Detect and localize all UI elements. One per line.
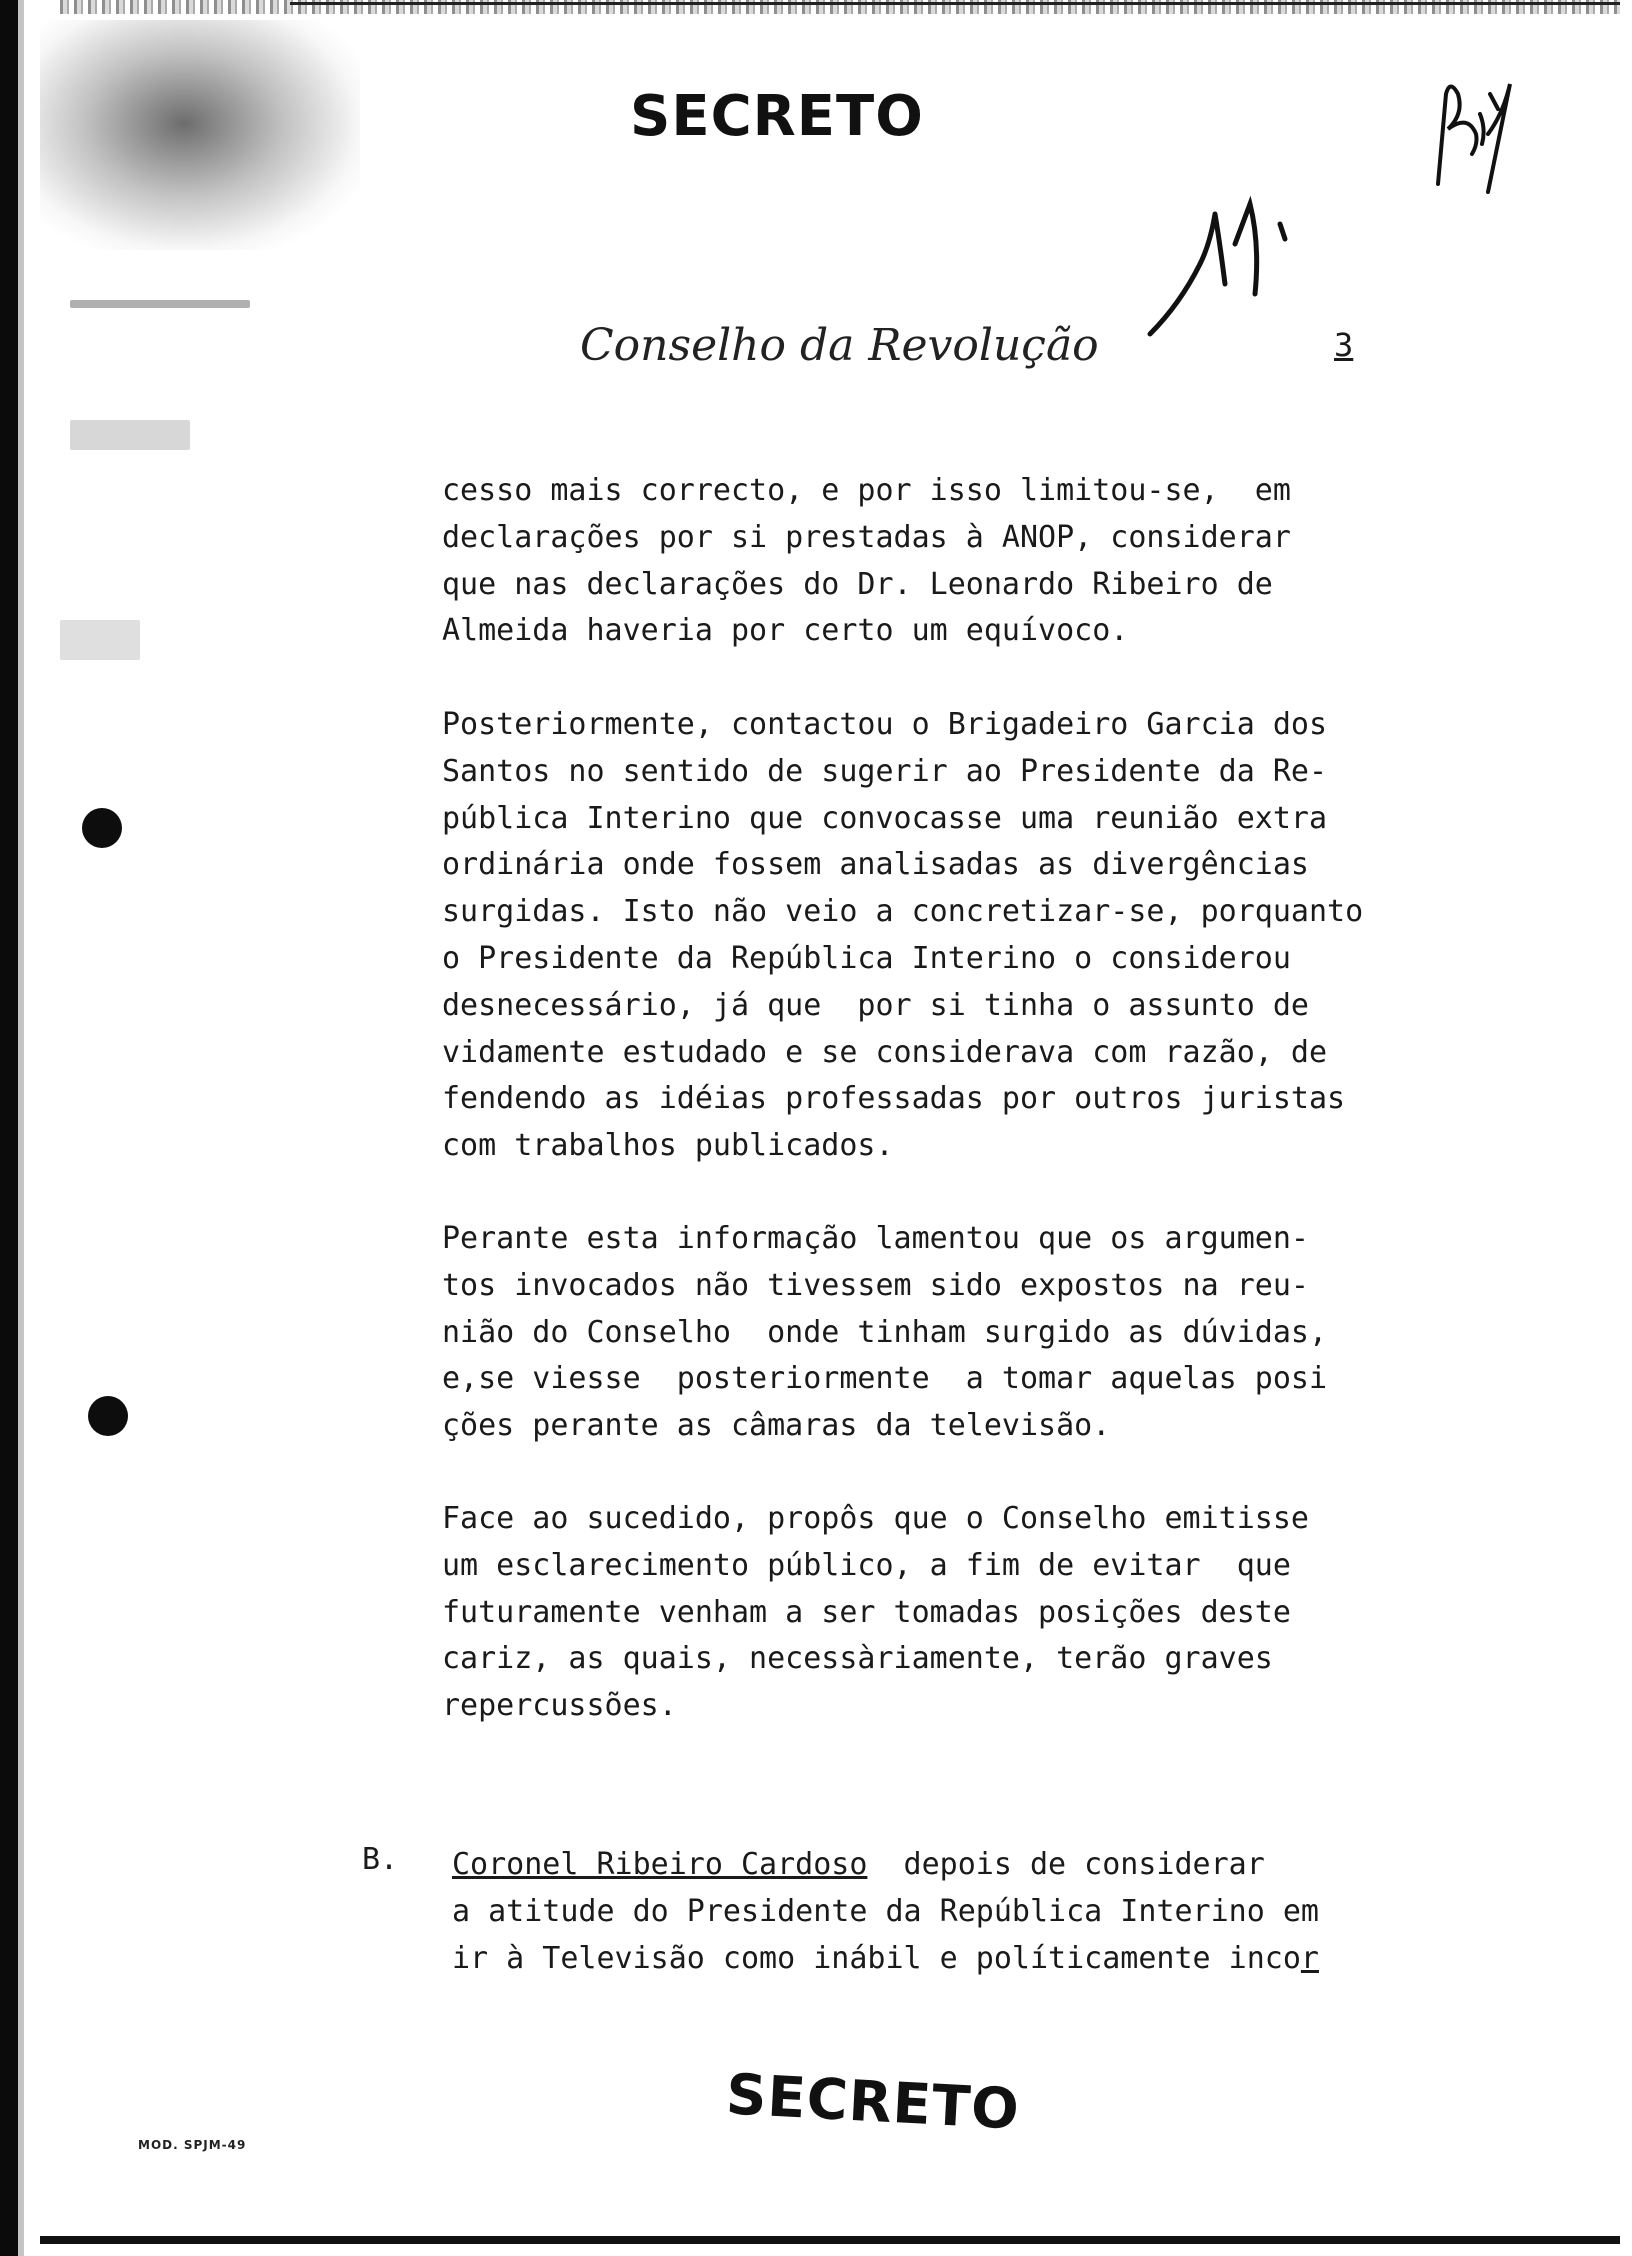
section-b-paragraph [452, 1842, 1352, 1982]
text-line: futuramente venham a ser tomadas posições deste [442, 1594, 1291, 1630]
handwritten-mark [1140, 184, 1320, 344]
section-marker: B. [362, 1842, 399, 1877]
classification-stamp-top: SECRETO [630, 84, 924, 149]
text-line: pública Interino que convocasse uma reunião extra [442, 800, 1328, 836]
scan-smudge [40, 20, 360, 250]
form-code: MOD. SPJM-49 [138, 2138, 247, 2152]
text-fragment: depois de considerar [867, 1847, 1265, 1882]
text-line: Posteriormente, contactou o Brigadeiro Garcia dos [442, 707, 1328, 742]
text-line: que nas declarações do Dr. Leonardo Ribeiro de [442, 566, 1273, 602]
text-line: surgidas. Isto não veio a concretizar-se, porquanto [442, 894, 1364, 930]
text-line: Perante esta informação lamentou que os argumen- [442, 1221, 1309, 1256]
scan-speckle [70, 420, 190, 450]
text-fragment: ir à Televisão como inábil e políticamente inco [452, 1940, 1301, 1976]
handwritten-initials [1428, 74, 1518, 194]
text-line: ordinária onde fossem analisadas as divergências [442, 847, 1309, 883]
text-line: Santos no sentido de sugerir ao Presidente da Re- [442, 753, 1328, 789]
text-line: cariz, as quais, necessàriamente, terão graves [442, 1641, 1273, 1677]
paragraph [442, 1496, 1362, 1730]
scan-bottom-line [40, 2236, 1620, 2244]
scan-speckle [70, 300, 250, 308]
scan-left-border [0, 0, 18, 2256]
text-line: Almeida haveria por certo um equívoco. [442, 613, 1129, 649]
person-name: Coronel Ribeiro Cardoso [452, 1847, 868, 1882]
scan-top-line [290, 2, 1620, 5]
paragraph [442, 1216, 1362, 1450]
page-number: 3 [1334, 326, 1354, 364]
text-fragment: r [1300, 1940, 1319, 1976]
text-line: tos invocados não tivessem sido expostos na reu- [442, 1267, 1309, 1303]
text-line [452, 1936, 1352, 1983]
scan-left-shadow [18, 0, 24, 2256]
text-line: o Presidente da República Interino o considerou [442, 940, 1291, 976]
text-line: com trabalhos publicados. [442, 1128, 894, 1164]
text-line: desnecessário, já que por si tinha o assunto de [442, 987, 1309, 1023]
punch-hole-top [82, 808, 122, 848]
text-line [452, 1842, 1352, 1889]
classification-stamp-bottom: SECRETO [724, 2062, 1022, 2143]
text-line: e,se viesse posteriormente a tomar aquelas posi [442, 1361, 1328, 1397]
text-line: cesso mais correcto, e por isso limitou-se, em [442, 473, 1291, 508]
text-line: nião do Conselho onde tinham surgido as dúvidas, [442, 1314, 1328, 1350]
council-letterhead: Conselho da Revolução [580, 320, 1099, 371]
paragraph [442, 702, 1362, 1170]
scan-speckle [60, 620, 140, 660]
text-line: repercussões. [442, 1688, 677, 1724]
text-line: Face ao sucedido, propôs que o Conselho emitisse [442, 1501, 1309, 1536]
text-line: declarações por si prestadas à ANOP, considerar [442, 519, 1291, 555]
text-line: a atitude do Presidente da República Interino em [452, 1893, 1319, 1929]
text-line: ções perante as câmaras da televisão. [442, 1408, 1111, 1444]
punch-hole-bottom [88, 1396, 128, 1436]
paragraph [442, 468, 1362, 655]
text-line: vidamente estudado e se considerava com razão, de [442, 1034, 1328, 1070]
text-line: fendendo as idéias professadas por outros juristas [442, 1081, 1346, 1117]
text-line: um esclarecimento público, a fim de evitar que [442, 1547, 1291, 1583]
